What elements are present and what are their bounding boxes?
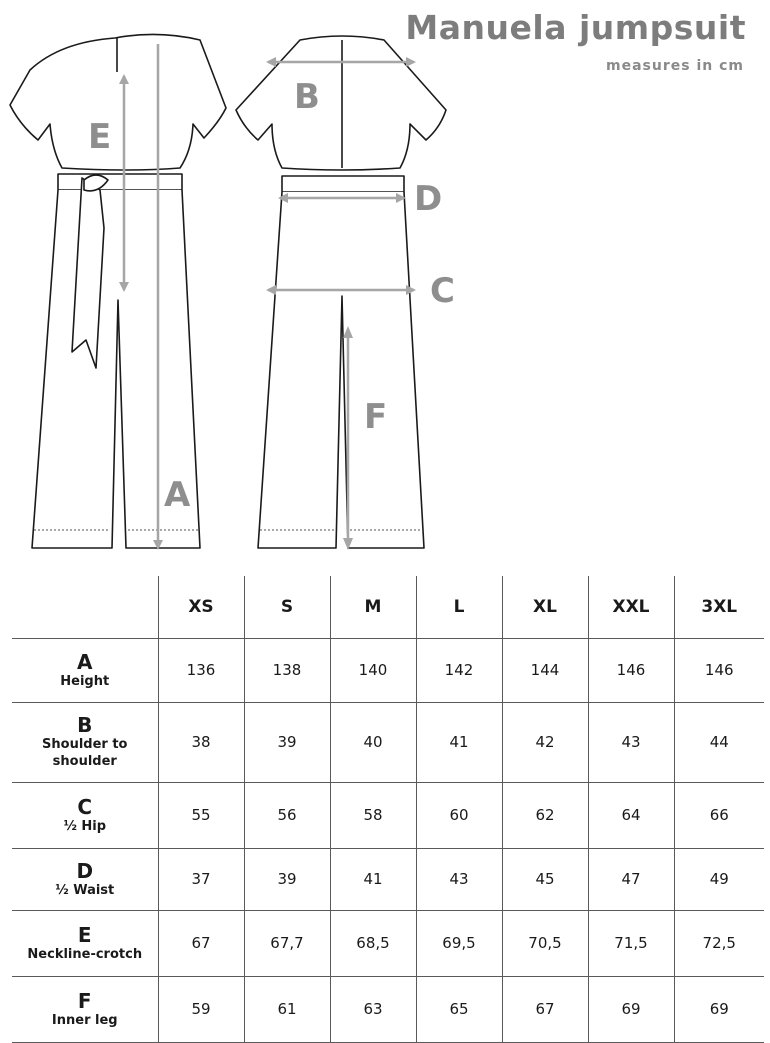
diagram-letter-e: E	[88, 117, 112, 157]
size-header: XXL	[588, 576, 674, 638]
diagram-letter-c: C	[430, 271, 455, 311]
table-cell: 142	[416, 638, 502, 702]
row-name: ½ Waist	[55, 882, 115, 898]
row-label	[12, 702, 158, 782]
size-header: S	[244, 576, 330, 638]
table-cell: 37	[158, 848, 244, 910]
table-cell: 41	[330, 848, 416, 910]
table-cell: 144	[502, 638, 588, 702]
diagram-letter-f: F	[364, 397, 388, 437]
table-cell: 43	[588, 702, 674, 782]
table-cell: 60	[416, 782, 502, 848]
table-cell: 67	[502, 976, 588, 1042]
table-cell: 72,5	[674, 910, 764, 976]
table-cell: 62	[502, 782, 588, 848]
table-cell: 49	[674, 848, 764, 910]
size-chart-table	[12, 576, 764, 1043]
back-bodice	[236, 36, 446, 170]
size-header: L	[416, 576, 502, 638]
table-cell: 146	[588, 638, 674, 702]
table-cell: 69,5	[416, 910, 502, 976]
table-cell: 44	[674, 702, 764, 782]
table-cell: 41	[416, 702, 502, 782]
table-cell: 61	[244, 976, 330, 1042]
page-subtitle: measures in cm	[606, 58, 744, 74]
table-cell: 56	[244, 782, 330, 848]
size-header: XL	[502, 576, 588, 638]
back-waistband	[282, 176, 404, 192]
row-code: B	[77, 713, 93, 737]
page-title: Manuela jumpsuit	[405, 8, 746, 47]
table-cell: 38	[158, 702, 244, 782]
table-cell: 47	[588, 848, 674, 910]
table-row	[12, 782, 764, 848]
row-code: D	[76, 858, 94, 883]
row-name: ½ Hip	[63, 818, 107, 834]
row-code: E	[77, 922, 92, 947]
size-header: 3XL	[674, 576, 764, 638]
table-cell: 136	[158, 638, 244, 702]
row-label	[12, 782, 158, 848]
row-name: Height	[60, 673, 110, 689]
table-cell: 64	[588, 782, 674, 848]
table-cell: 65	[416, 976, 502, 1042]
table-cell: 59	[158, 976, 244, 1042]
diagram-letter-a: A	[164, 475, 191, 515]
table-cell: 45	[502, 848, 588, 910]
row-name: Neckline-crotch	[27, 946, 143, 962]
table-cell: 146	[674, 638, 764, 702]
row-code: C	[77, 794, 93, 819]
row-name: Inner leg	[51, 1012, 118, 1028]
table-row	[12, 848, 764, 910]
size-header: XS	[158, 576, 244, 638]
table-cell: 68,5	[330, 910, 416, 976]
table-cell: 67,7	[244, 910, 330, 976]
back-view	[236, 36, 446, 548]
table-cell: 39	[244, 848, 330, 910]
front-waistband	[58, 174, 182, 190]
row-label	[12, 976, 158, 1042]
jumpsuit-diagram	[0, 0, 470, 560]
corner-cell	[12, 576, 158, 638]
table-cell: 69	[674, 976, 764, 1042]
back-legs	[258, 192, 424, 548]
table-cell: 67	[158, 910, 244, 976]
table-cell: 58	[330, 782, 416, 848]
row-code: A	[77, 649, 93, 674]
table-cell: 140	[330, 638, 416, 702]
table-cell: 40	[330, 702, 416, 782]
table-row	[12, 638, 764, 702]
table-cell: 71,5	[588, 910, 674, 976]
table-cell: 55	[158, 782, 244, 848]
diagram-letter-b: B	[294, 77, 320, 117]
table-cell: 63	[330, 976, 416, 1042]
table-cell: 138	[244, 638, 330, 702]
size-header: M	[330, 576, 416, 638]
diagram-letter-d: D	[414, 179, 443, 219]
row-name: Shoulder to shoulder	[42, 737, 128, 769]
row-code: F	[77, 988, 92, 1013]
table-cell: 43	[416, 848, 502, 910]
table-cell: 69	[588, 976, 674, 1042]
front-view	[10, 34, 226, 548]
table-cell: 66	[674, 782, 764, 848]
table-cell: 39	[244, 702, 330, 782]
table-row	[12, 910, 764, 976]
table-row	[12, 976, 764, 1042]
row-label	[12, 848, 158, 910]
table-cell: 42	[502, 702, 588, 782]
front-bodice	[10, 34, 226, 170]
table-cell: 70,5	[502, 910, 588, 976]
size-header-row	[12, 576, 764, 638]
row-label	[12, 638, 158, 702]
table-row	[12, 702, 764, 782]
row-label	[12, 910, 158, 976]
